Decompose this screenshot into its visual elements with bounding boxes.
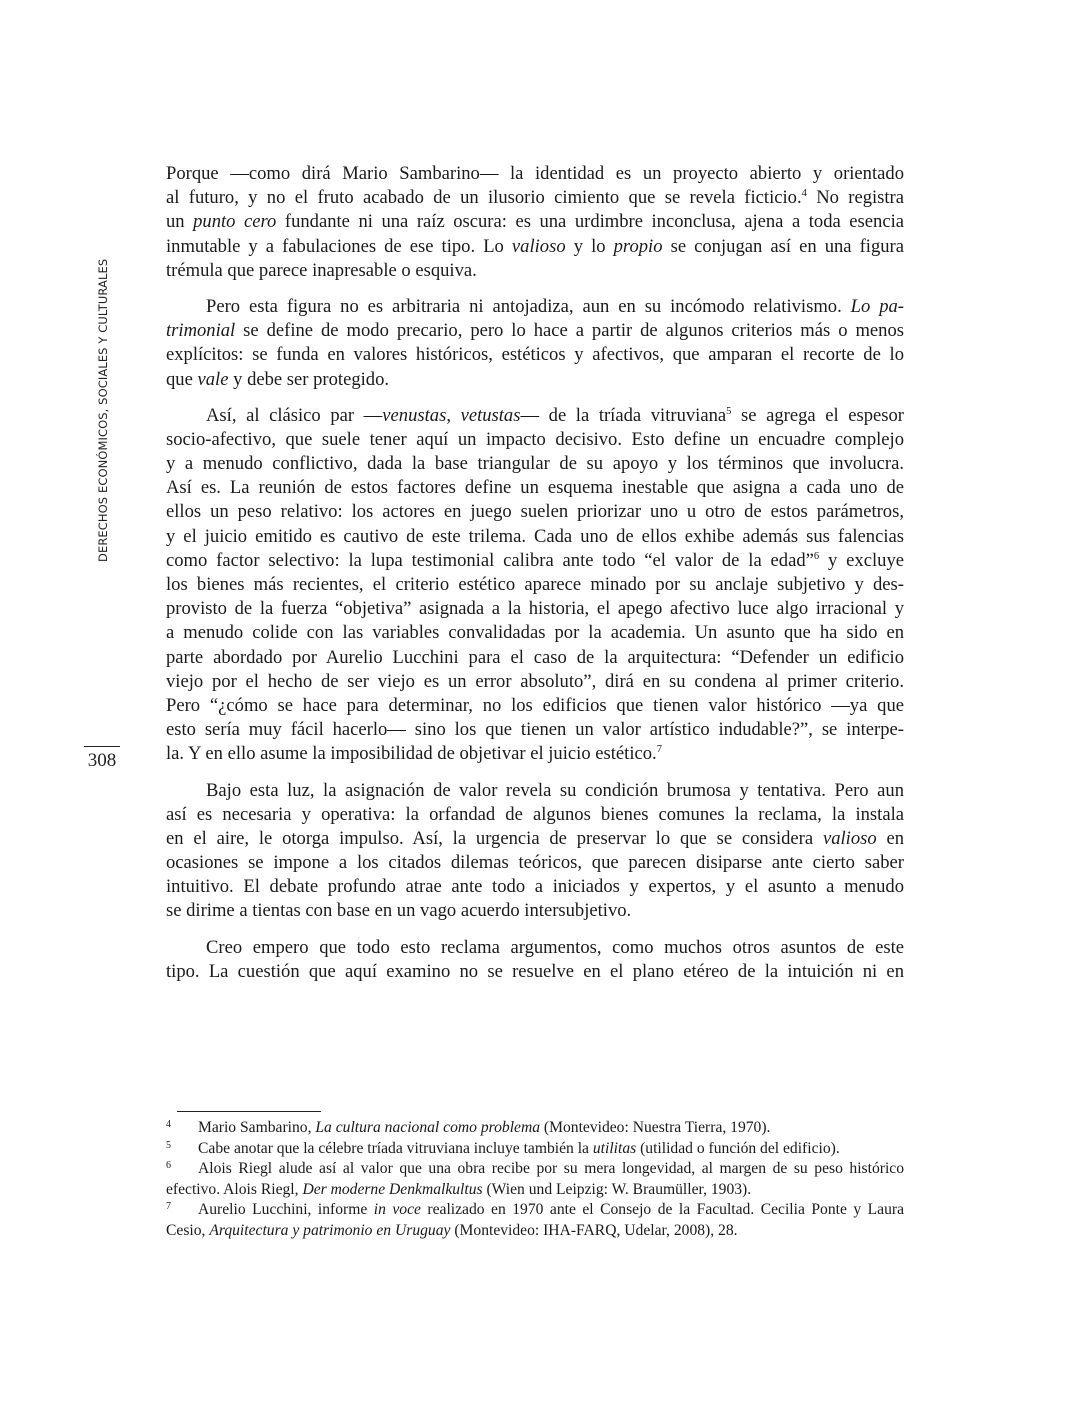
- text-line: [166, 621, 904, 645]
- text-run: al futuro, y no el fruto acabado de un ilusorio cimiento que se revela ficticio.: [166, 187, 802, 209]
- italic-text: valioso: [511, 235, 566, 257]
- text-run: y debe ser protegido.: [228, 368, 390, 390]
- text-run: (Montevideo: Nuestra Tierra, 1970).: [540, 1119, 771, 1136]
- text-line: [166, 851, 904, 875]
- paragraph: [166, 295, 904, 392]
- text-run: Pero esta figura no es arbitraria ni antojadiza, aun en su incómodo relativismo.: [206, 295, 851, 317]
- footnote-reference: 5: [726, 405, 732, 417]
- text-line: [166, 694, 904, 718]
- text-line: [166, 899, 904, 923]
- text-line: [166, 295, 904, 319]
- text-line: [166, 597, 904, 621]
- italic-text: La cultura nacional como problema: [315, 1119, 541, 1136]
- text-run: (Wien und Leipzig: W. Braumüller, 1903).: [482, 1180, 752, 1198]
- text-line: [166, 827, 904, 851]
- text-run: Así es. La reunión de estos factores define un esquema inestable que asigna a cada uno de: [166, 477, 904, 499]
- italic-text: trimonial: [166, 320, 236, 342]
- text-run: los bienes más recientes, el criterio estético aparece minado por su anclaje subjetivo y des-: [166, 574, 904, 595]
- footnote-number: 6: [166, 1160, 171, 1172]
- text-run: (utilidad o función del edificio).: [636, 1139, 840, 1157]
- footnote-line: [166, 1221, 904, 1242]
- text-line: [166, 936, 904, 960]
- text-line: [166, 259, 904, 283]
- text-run: Cabe anotar que la célebre tríada vitruviana incluye también la: [198, 1139, 593, 1157]
- text-line: [166, 742, 904, 766]
- text-run: así es necesaria y operativa: la orfandad de algunos bienes comunes la reclama, la instala: [166, 803, 904, 825]
- text-run: Porque —como dirá Mario Sambarino— la identidad es un proyecto abierto y orientado: [166, 163, 904, 184]
- text-run: esto sería muy fácil hacerlo— sino los que tienen un valor artístico indudable?”, se interpe-: [166, 719, 904, 741]
- footnote-number: 7: [166, 1201, 171, 1213]
- text-run: que: [166, 368, 198, 390]
- text-run: Bajo esta luz, la asignación de valor revela su condición brumosa y tentativa. Pero aun: [206, 779, 904, 801]
- footnote-line: [166, 1139, 904, 1160]
- text-line: [166, 404, 904, 428]
- footnote: [166, 1200, 904, 1241]
- footnote-line: [166, 1180, 904, 1201]
- text-run: socio-afectivo, que suele tener aquí un impacto decisivo. Esto define un encuadre complejo: [166, 428, 904, 450]
- footnote: [166, 1118, 904, 1139]
- text-line: [166, 549, 904, 573]
- text-line: [166, 875, 904, 899]
- footnote-number: 5: [166, 1139, 171, 1151]
- italic-text: vale: [197, 368, 229, 390]
- text-run: No registra: [806, 187, 905, 209]
- text-run: y el juicio emitido es cautivo de este trilema. Cada uno de ellos exhibe además sus falencias: [166, 525, 904, 547]
- footnote-separator: [177, 1111, 321, 1112]
- text-run: inmutable y a fabulaciones de ese tipo. Lo: [166, 235, 512, 257]
- text-run: como factor selectivo: la lupa testimonial calibra ante todo “el valor de la edad”: [166, 549, 814, 571]
- text-line: [166, 803, 904, 827]
- text-run: parte abordado por Aurelio Lucchini para el caso de la arquitectura: “Defender un edificio: [166, 646, 904, 668]
- text-run: Pero “¿cómo se hace para determinar, no los edificios que tienen valor histórico —ya que: [166, 694, 904, 716]
- text-run: en el aire, le otorga impulso. Así, la urgencia de preservar lo que se considera: [166, 827, 823, 849]
- text-run: trémula que parece inapresable o esquiva.: [166, 259, 477, 281]
- text-run: tipo. La cuestión que aquí examino no se resuelve en el plano etéreo de la intuición ni en: [166, 960, 904, 982]
- running-header: DERECHOS ECONÓMICOS, SOCIALES Y CULTURALES: [96, 258, 110, 562]
- body-text: [166, 162, 904, 996]
- italic-text: venustas: [382, 404, 447, 426]
- text-run: se dirime a tientas con base en un vago acuerdo intersubjetivo.: [166, 900, 632, 922]
- text-run: Alois Riegl alude así al valor que una obra recibe por su mera longevidad, al margen de su peso histórico: [198, 1160, 904, 1178]
- footnotes: [166, 1118, 904, 1242]
- text-line: [166, 670, 904, 694]
- text-line: [166, 476, 904, 500]
- text-line: [166, 343, 904, 367]
- text-line: [166, 368, 904, 392]
- footnote-reference: 7: [656, 744, 662, 756]
- text-line: [166, 960, 904, 984]
- footnote-number: 4: [166, 1119, 171, 1130]
- text-line: [166, 573, 904, 597]
- text-line: [166, 319, 904, 343]
- text-run: la. Y en ello asume la imposibilidad de objetivar el juicio estético.: [166, 743, 657, 765]
- text-run: Así, al clásico par —: [206, 404, 383, 426]
- footnote-reference: 6: [813, 550, 820, 562]
- text-run: ellos un peso relativo: los actores en juego suelen priorizar uno u otro de estos parámetros,: [166, 501, 904, 523]
- text-line: [166, 779, 904, 803]
- text-line: [166, 646, 904, 670]
- text-run: y lo: [565, 235, 614, 257]
- italic-text: in voce: [373, 1201, 421, 1219]
- page-number: 308: [87, 750, 117, 771]
- footnote-reference: 4: [801, 188, 807, 200]
- text-line: [166, 452, 904, 476]
- text-line: [166, 235, 904, 259]
- text-run: fundante ni una raíz oscura: es una urdimbre inconclusa, ajena a toda esencia: [276, 211, 904, 233]
- footnote-line: [166, 1159, 904, 1180]
- text-run: realizado en 1970 ante el Consejo de la Facultad. Cecilia Ponte y Laura: [420, 1201, 905, 1219]
- text-run: y a menudo conflictivo, dada la base triangular de su apoyo y los términos que involucra.: [166, 453, 904, 475]
- italic-text: valioso: [822, 827, 877, 849]
- text-line: [166, 525, 904, 549]
- italic-text: utilitas: [592, 1139, 637, 1157]
- text-run: se conjugan así en una figura: [662, 235, 905, 257]
- page-number-rule: [84, 746, 120, 747]
- text-run: a menudo colide con las variables convalidadas por la academia. Un asunto que ha sido en: [166, 622, 904, 644]
- paragraph: [166, 404, 904, 767]
- text-run: Cesio,: [166, 1221, 210, 1239]
- text-run: Creo empero que todo esto reclama argumentos, como muchos otros asuntos de este: [206, 936, 904, 958]
- text-run: explícitos: se funda en valores históricos, estéticos y afectivos, que amparan el recorte de lo: [166, 344, 904, 366]
- text-line: [166, 428, 904, 452]
- text-run: un: [166, 211, 194, 233]
- text-line: [166, 718, 904, 742]
- text-run: provisto de la fuerza “objetiva” asignada a la historia, el apego afectivo luce algo irracional y: [166, 598, 904, 620]
- footnote: [166, 1139, 904, 1160]
- footnote: [166, 1159, 904, 1200]
- text-line: [166, 210, 904, 234]
- text-run: Aurelio Lucchini, informe: [198, 1201, 374, 1219]
- text-line: [166, 186, 904, 210]
- text-run: ocasiones se impone a los citados dilemas teóricos, que parecen disiparse ante cierto saber: [166, 852, 904, 874]
- paragraph: [166, 779, 904, 924]
- text-run: viejo por el hecho de ser viejo es un error absoluto”, dirá en su condena al primer criterio.: [166, 670, 904, 692]
- footnote-line: [166, 1200, 904, 1221]
- text-run: intuitivo. El debate profundo atrae ante todo a iniciados y expertos, y el asunto a menudo: [166, 876, 904, 898]
- text-run: Mario Sambarino,: [198, 1119, 316, 1136]
- text-line: [166, 162, 904, 186]
- paragraph: [166, 162, 904, 283]
- text-run: en: [876, 827, 905, 849]
- italic-text: vetustas: [460, 404, 521, 426]
- text-run: (Montevideo: IHA-FARQ, Udelar, 2008), 28.: [450, 1221, 738, 1239]
- paragraph: [166, 936, 904, 984]
- text-run: — de la tríada vitruviana: [520, 404, 727, 426]
- text-run: se define de modo precario, pero lo hace a partir de algunos criterios más o menos: [235, 320, 904, 342]
- italic-text: Lo pa-: [850, 295, 904, 317]
- text-run: efectivo. Alois Riegl,: [166, 1180, 303, 1198]
- text-run: se agrega el espesor: [731, 404, 905, 426]
- italic-text: Der moderne Denkmalkultus: [302, 1180, 483, 1198]
- italic-text: Arquitectura y patrimonio en Uruguay: [209, 1221, 451, 1239]
- text-line: [166, 500, 904, 524]
- italic-text: propio: [613, 235, 663, 257]
- text-run: ,: [446, 404, 461, 426]
- footnote-line: [166, 1118, 904, 1139]
- text-run: y excluye: [819, 549, 904, 571]
- italic-text: punto cero: [193, 211, 277, 233]
